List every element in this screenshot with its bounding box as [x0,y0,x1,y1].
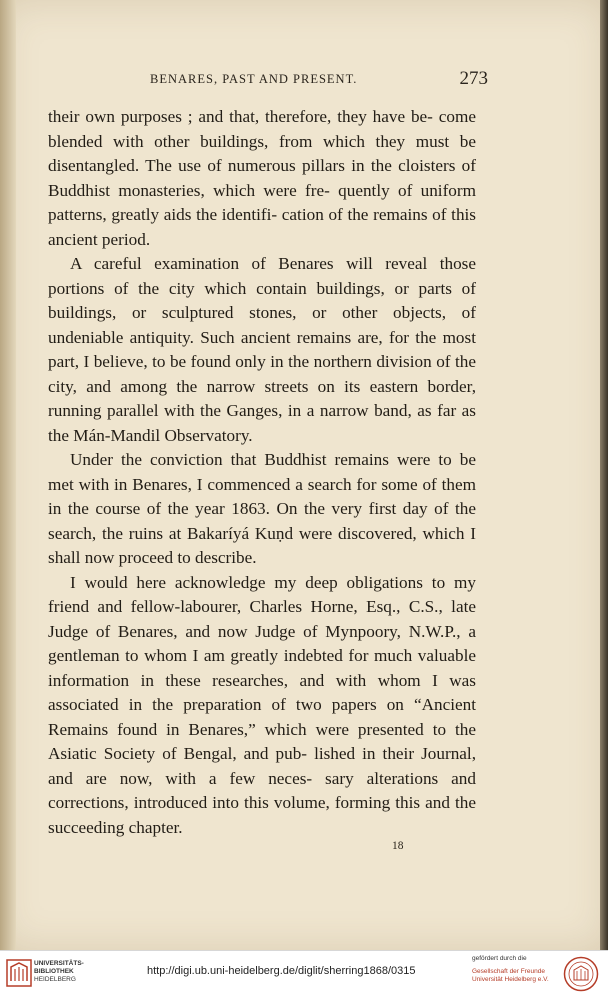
sponsor-line-1: Gesellschaft der Freunde [472,968,545,975]
permalink-url[interactable]: http://digi.ub.uni-heidelberg.de/diglit/sherring1868/0315 [147,965,416,977]
digitization-footer [0,950,608,995]
sponsor-label: gefördert durch die [472,955,527,962]
university-line-1: UNIVERSITÄTS- [34,960,84,967]
university-logo-icon [6,959,32,987]
body-text [48,105,476,840]
page-spine-shadow [0,0,16,950]
signature-mark: 18 [392,840,404,852]
paragraph-3: Under the conviction that Buddhist remains were to be met with in Benares, I commenced a search for some of them in the course of the year 1863. On the very first day of the search, the ruins at Bakaríyá Kuṇd were discovered, which I shall now proceed to describe. [48,450,476,567]
running-head [48,68,488,92]
paragraph-4: I would here acknowledge my deep obligations to my friend and fellow-labourer, Charles Horne, Esq., C.S., late Judge of Benares, and now Judge of Mynpoory, N.W.P., a gentleman to whom I am greatly indebted for much valuable information in these researches, and with whom I was associated in the preparation of two papers on “Ancient Remains found in Benares,” which were presented to the Asiatic Society of Bengal, and pub- lished in their Journal, and are now, with a few neces- sary alterations and corrections, introduced into this volume, forming this and the succeeding chapter. [48,572,476,837]
university-line-3: HEIDELBERG [34,976,76,983]
paragraph-2: A careful examination of Benares will reveal those portions of the city which contain buildings, or parts of buildings, or sculptured stones, or other objects, of undeniable antiquity. Such ancient remains are, for the most part, I believe, to be found only in the northern division of the city, and among the narrow streets on its eastern border, running parallel with the Ganges, in a narrow band, as far as the Mán-Mandil Observatory. [48,254,476,445]
page-number: 273 [459,68,488,89]
university-name [34,960,84,984]
sponsor-line-2: Universität Heidelberg e.V. [472,976,549,983]
sponsor-block [472,955,562,984]
society-seal-icon [563,956,599,992]
page-edge-shadow [600,0,608,950]
paragraph-1: their own purposes ; and that, therefore, they have be- come blended with other buildings, from which they must be disentangled. The use of numerous pillars in the cloisters of Buddhist monasteries, which were fre- quently of uniform patterns, greatly aids the identifi- cation of the remains of this ancient period. [48,107,476,249]
running-title: BENARES, PAST AND PRESENT. [150,72,358,86]
university-line-2: BIBLIOTHEK [34,968,74,975]
